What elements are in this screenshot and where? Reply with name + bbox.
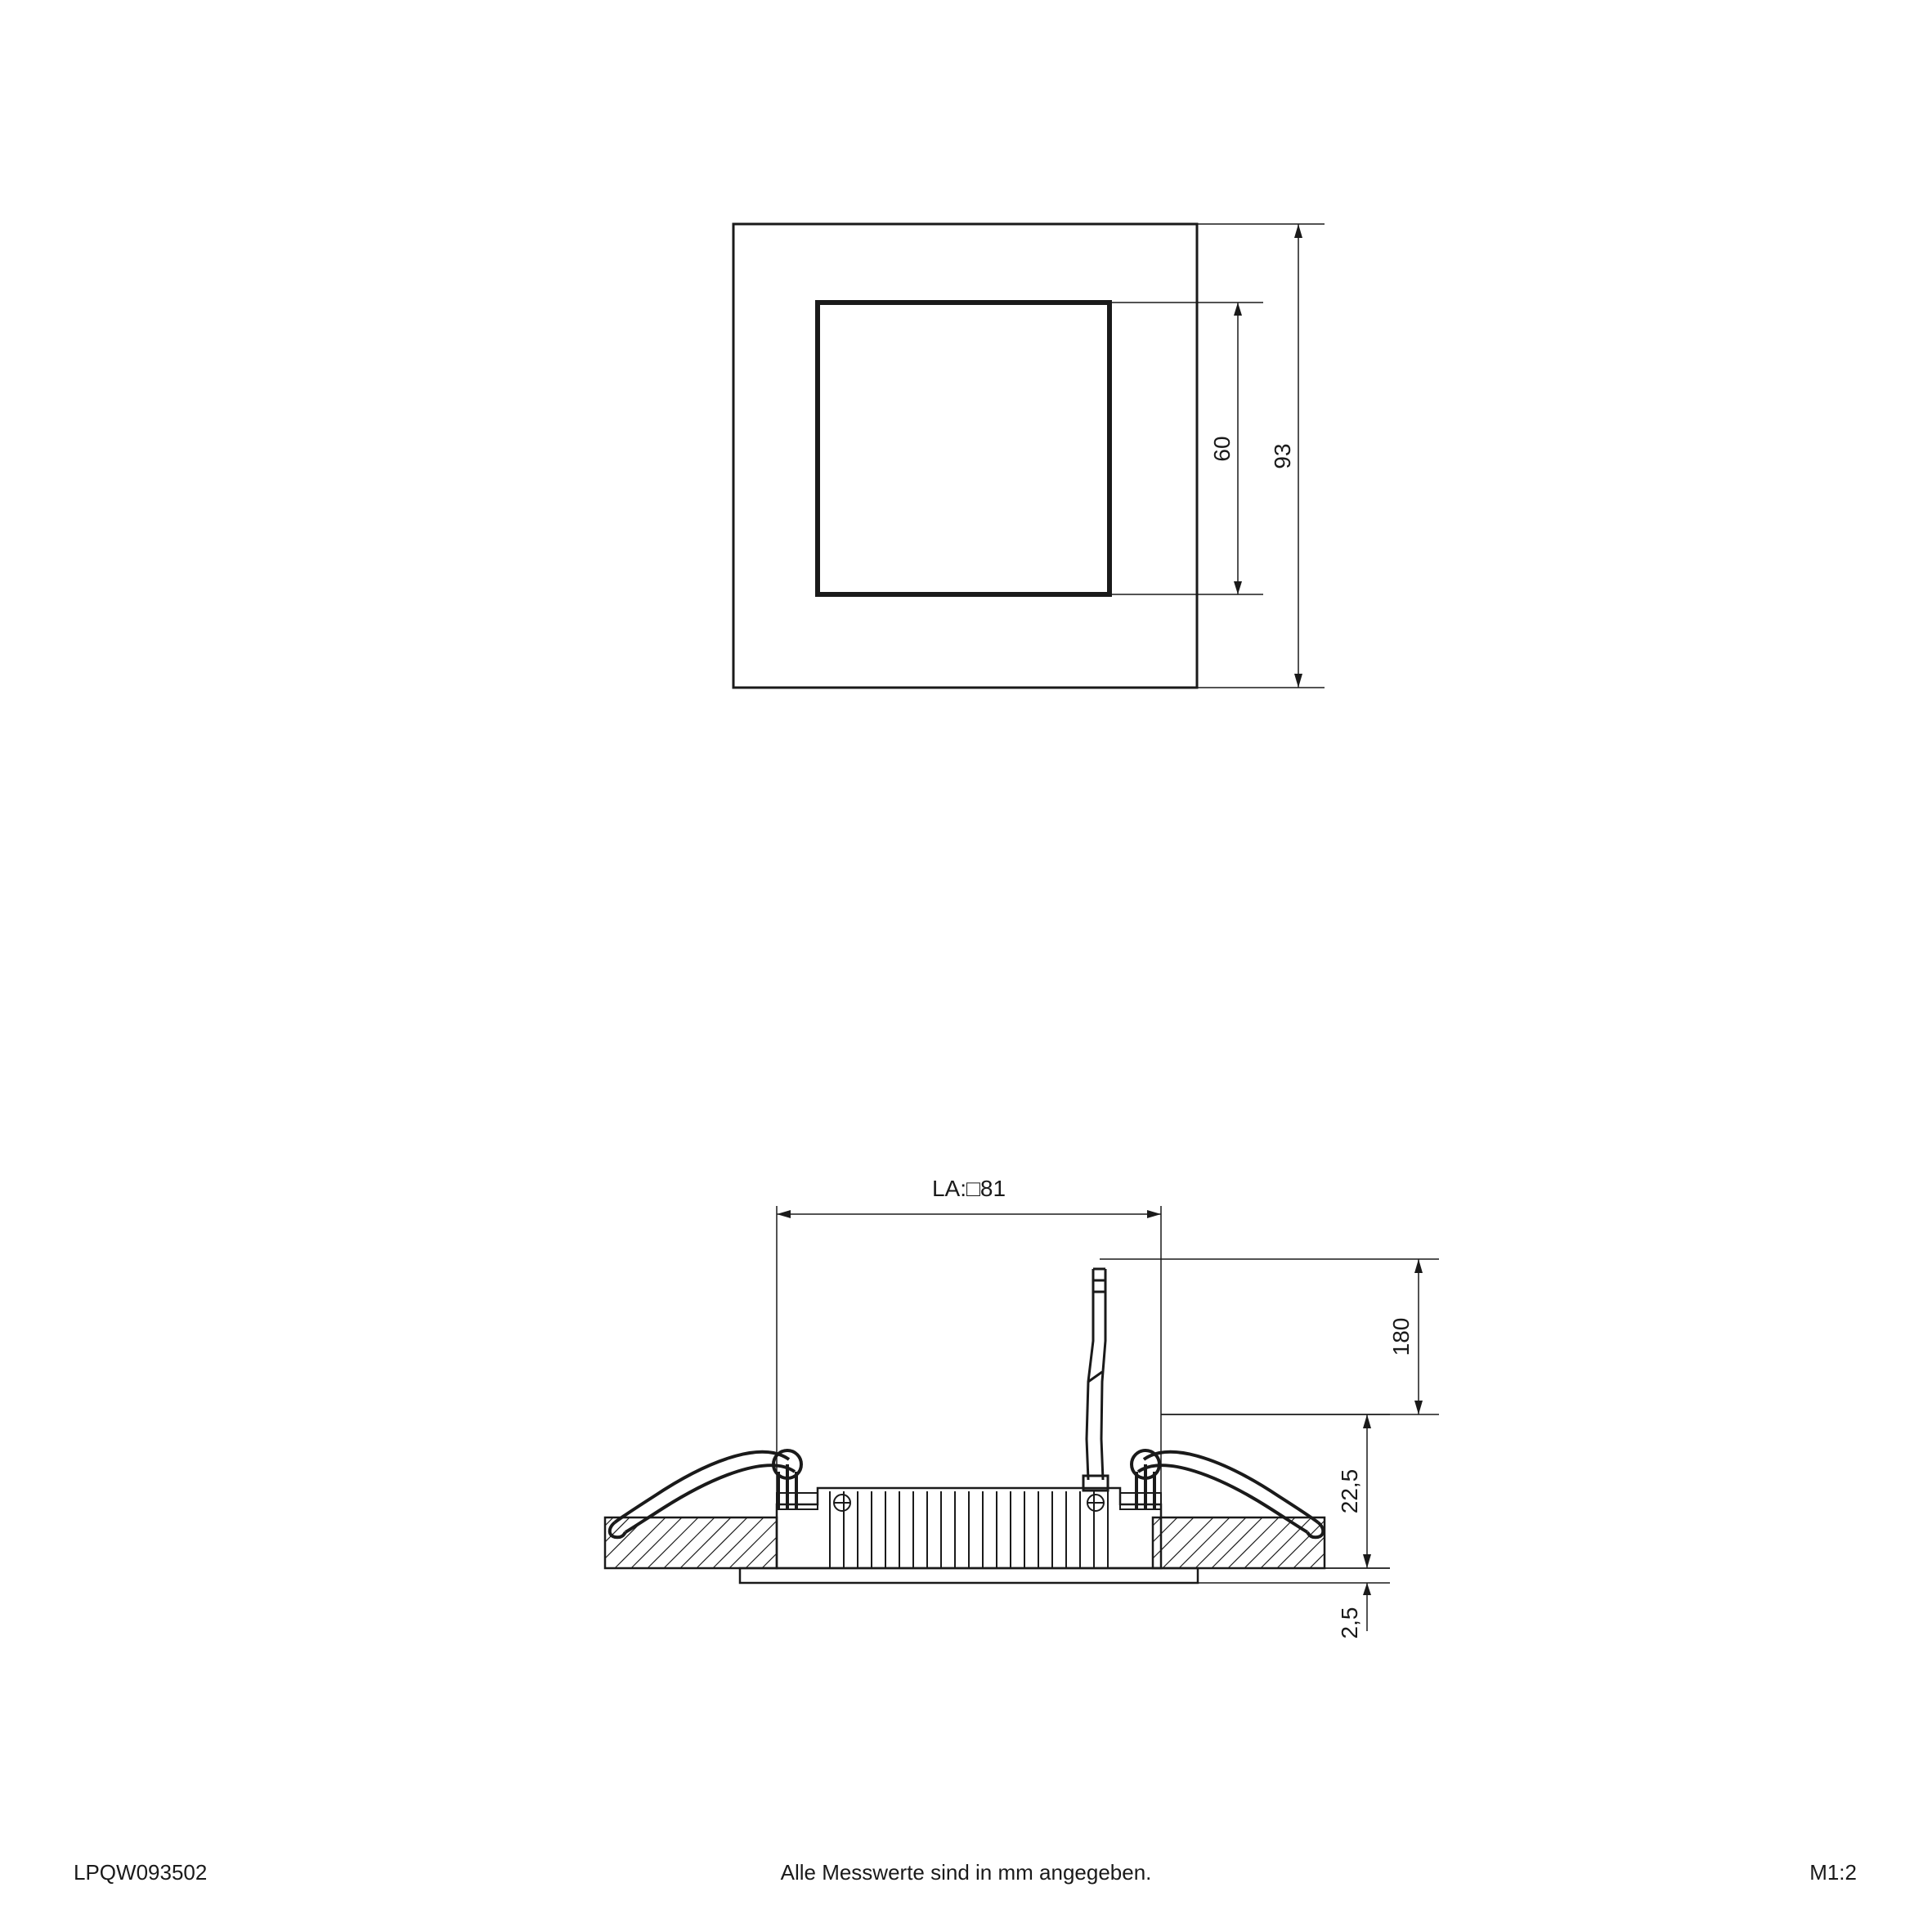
inner-aperture-square bbox=[818, 303, 1109, 594]
ceiling-slab-left bbox=[605, 1517, 777, 1568]
dimension-cable-height bbox=[1100, 1259, 1439, 1414]
dimension-label-2-5: 2,5 bbox=[1337, 1607, 1362, 1639]
dimension-label-60: 60 bbox=[1209, 436, 1235, 462]
dimension-60 bbox=[1209, 303, 1242, 594]
dimension-cutout-width bbox=[777, 1176, 1161, 1504]
dimension-label-cutout-width: LA:□81 bbox=[931, 1176, 1006, 1201]
luminaire-body bbox=[740, 1488, 1198, 1583]
section-view bbox=[605, 1176, 1439, 1638]
dimension-93 bbox=[1270, 224, 1302, 688]
dimension-label-22-5: 22,5 bbox=[1337, 1468, 1362, 1514]
dimension-body-height bbox=[1161, 1414, 1390, 1568]
spring-clip-left bbox=[610, 1450, 801, 1537]
measurement-note: Alle Messwerte sind in mm angegeben. bbox=[780, 1860, 1152, 1885]
dimension-bezel-height bbox=[1198, 1568, 1390, 1638]
top-view bbox=[733, 224, 1325, 688]
heatsink-fins bbox=[830, 1491, 1108, 1568]
dimension-label-180: 180 bbox=[1388, 1317, 1414, 1356]
article-code: LPQW093502 bbox=[74, 1860, 208, 1885]
supply-cable bbox=[1083, 1269, 1108, 1490]
bezel-plate bbox=[740, 1568, 1198, 1583]
dimension-label-93: 93 bbox=[1270, 443, 1295, 469]
scale-label: M1:2 bbox=[1809, 1860, 1857, 1885]
outer-frame-square bbox=[733, 224, 1197, 688]
